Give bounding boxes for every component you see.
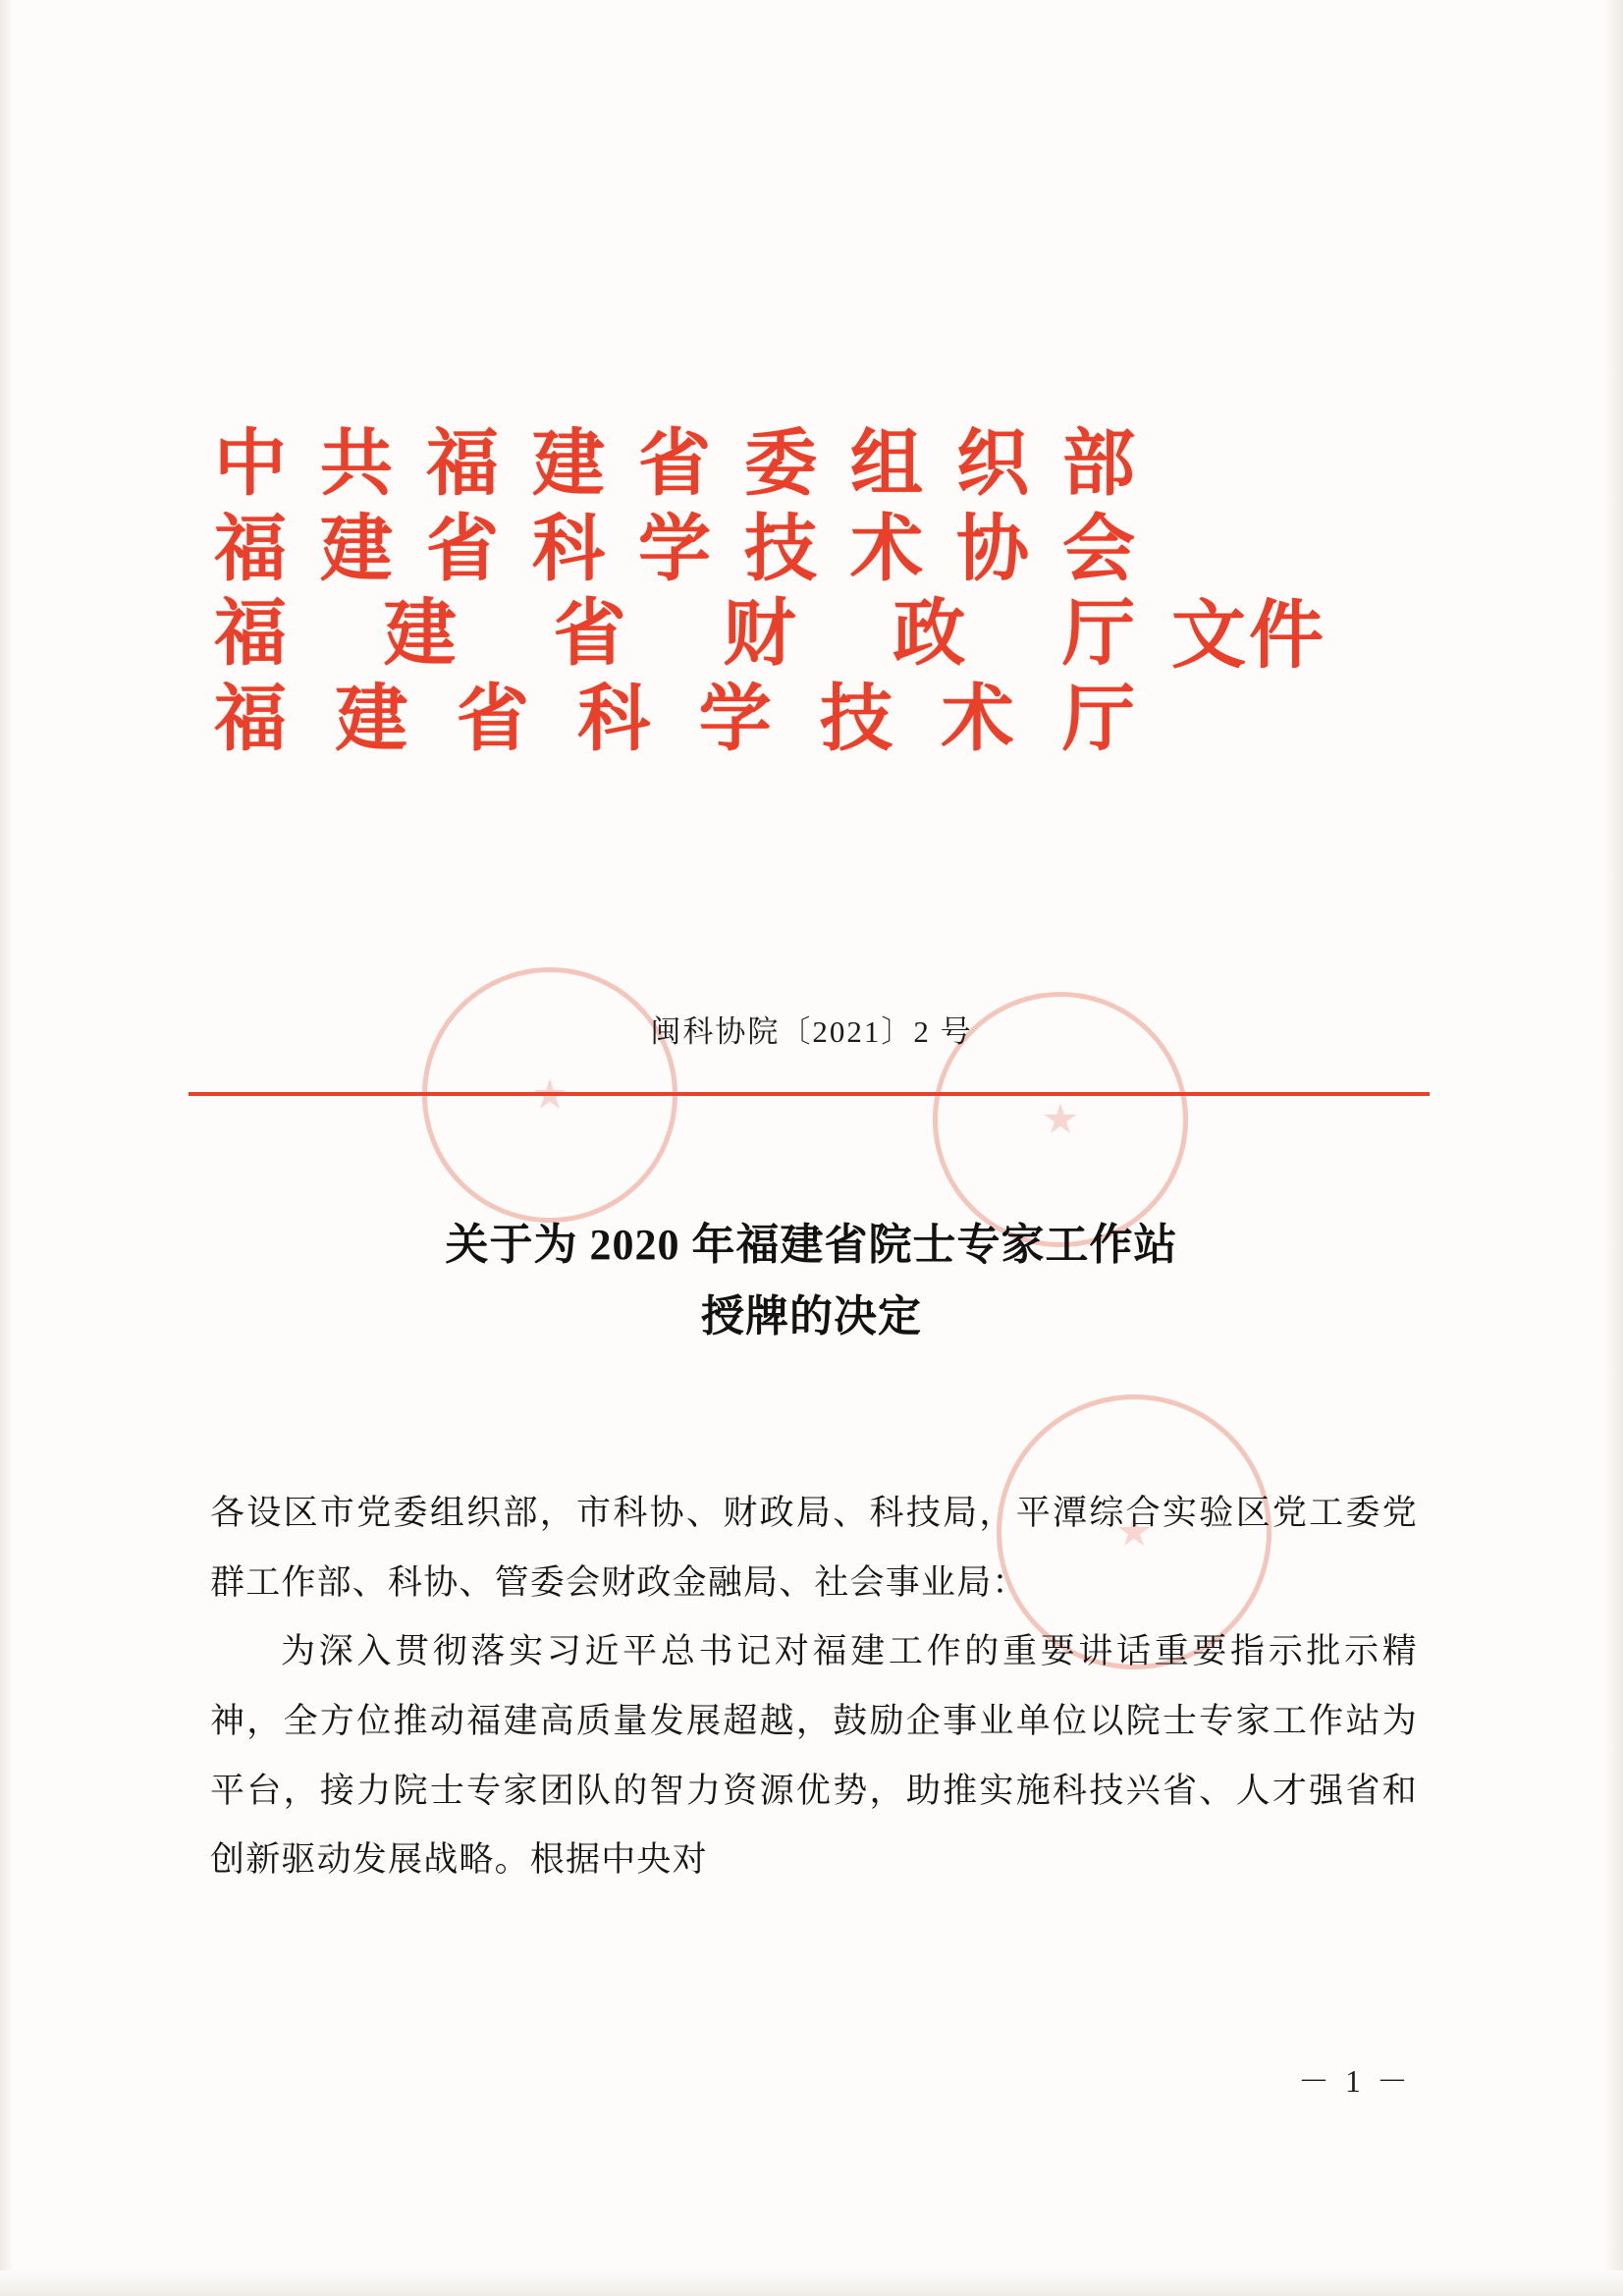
mast-char: 财 bbox=[723, 594, 798, 676]
mast-char: 省 bbox=[456, 679, 531, 760]
mast-char: 科 bbox=[577, 679, 653, 760]
mast-char: 福 bbox=[426, 424, 501, 505]
mast-char: 术 bbox=[941, 679, 1016, 760]
mast-char: 福 bbox=[214, 509, 289, 590]
title-line-1: 关于为 2020 年福建省院士专家工作站 bbox=[445, 1221, 1178, 1269]
mast-char: 建 bbox=[320, 509, 395, 590]
mast-char: 术 bbox=[850, 509, 925, 590]
mast-char: 共 bbox=[320, 424, 395, 505]
body-paragraph-1: 各设区市党委组织部，市科协、财政局、科技局，平潭综合实验区党工委党群工作部、科协、管委会财政金融局、社会事业局： bbox=[210, 1494, 1418, 1602]
masthead-suffix: 文件 bbox=[1171, 595, 1326, 678]
masthead-line-1 bbox=[214, 422, 1137, 508]
mast-char: 省 bbox=[553, 594, 628, 676]
document-number: 闽科协院〔2021〕2 号 bbox=[650, 1014, 973, 1049]
mast-char: 科 bbox=[532, 509, 607, 590]
mast-char: 福 bbox=[214, 679, 289, 760]
body-paragraph-2: 为深入贯彻落实习近平总书记对福建工作的重要讲话重要指示批示精神，全方位推动福建高质量发展超越，鼓励企事业单位以院士专家工作站为平台，接力院士专家团队的智力资源优势，助推实施科技兴省、人才强省和创新驱动发展战略。根据中央对 bbox=[210, 1632, 1418, 1880]
mast-char: 福 bbox=[214, 594, 289, 676]
page-title bbox=[0, 1210, 1623, 1352]
paper-edge-left bbox=[0, 0, 14, 2296]
masthead-lines bbox=[214, 422, 1137, 762]
title-line-2: 授牌的决定 bbox=[701, 1291, 922, 1340]
document-body bbox=[210, 1479, 1418, 1895]
mast-char: 技 bbox=[744, 509, 819, 590]
mast-char: 建 bbox=[532, 424, 607, 505]
masthead-line-4 bbox=[214, 678, 1137, 763]
mast-char: 组 bbox=[850, 424, 925, 505]
mast-char: 省 bbox=[638, 424, 713, 505]
page-number: － 1 － bbox=[1297, 2063, 1412, 2099]
mast-char: 会 bbox=[1062, 509, 1137, 590]
mast-char: 建 bbox=[335, 679, 410, 760]
mast-char: 学 bbox=[698, 679, 774, 760]
mast-char: 部 bbox=[1062, 424, 1137, 505]
mast-char: 织 bbox=[956, 424, 1031, 505]
mast-char: 建 bbox=[383, 594, 459, 676]
mast-char: 中 bbox=[214, 424, 289, 505]
masthead-line-2 bbox=[214, 508, 1137, 593]
mast-char: 技 bbox=[820, 679, 895, 760]
paper-edge-bottom bbox=[0, 2270, 1623, 2296]
mast-char: 厅 bbox=[1061, 679, 1137, 760]
mast-char: 省 bbox=[426, 509, 501, 590]
masthead bbox=[214, 422, 1412, 762]
masthead-line-3 bbox=[214, 592, 1137, 678]
mast-char: 政 bbox=[893, 594, 968, 676]
red-divider bbox=[189, 1092, 1430, 1096]
mast-char: 协 bbox=[956, 509, 1031, 590]
mast-char: 厅 bbox=[1061, 594, 1137, 676]
mast-char: 学 bbox=[638, 509, 713, 590]
mast-char: 委 bbox=[744, 424, 819, 505]
paper-edge-right bbox=[1605, 0, 1623, 2296]
